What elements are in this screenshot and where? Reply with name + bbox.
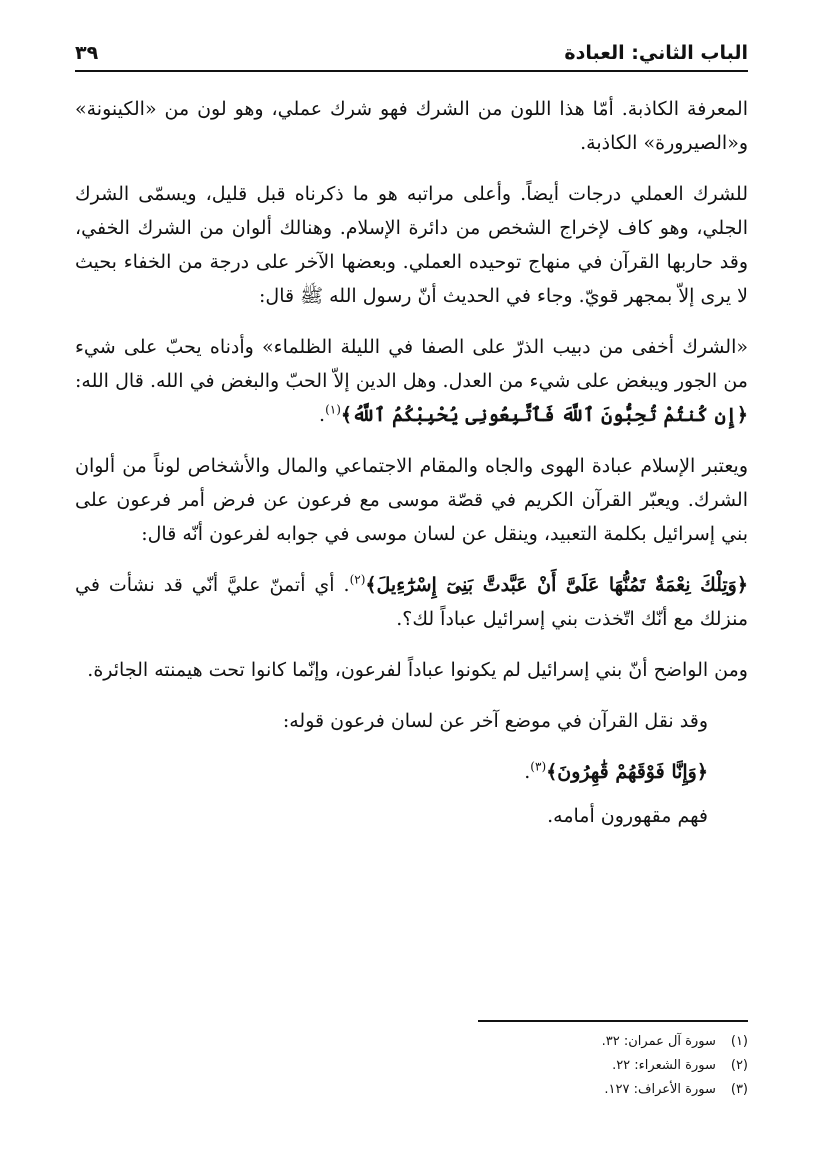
footnote-3-number: (٣) <box>730 1082 748 1097</box>
indented-closing: فهم مقهورون أمامه. <box>547 805 708 827</box>
footnotes <box>408 1030 748 1102</box>
footnote-2-text: سورة الشعراء: ٢٢. <box>612 1058 716 1073</box>
paragraph-3-text: «الشرك أخفى من دبيب الذرّ على الصفا في الليلة الظلماء» وأدناه يحبّ على شيء من الجور ويبغض على شيء من العدل. وهل الدين إلاّ الحبّ والبغض في الله. قال الله: <box>75 336 748 392</box>
footnote-ref-3: (٣) <box>530 759 547 774</box>
quran-verse-2: ﴿وَتِلْكَ نِعْمَةٌ تَمُنُّهَا عَلَىَّ أَنْ عَبَّدتَّ بَنِىٓ إِسْرَٰٓءِيلَ﴾ <box>365 574 748 596</box>
page-body <box>75 92 748 850</box>
paragraph-3-end: . <box>319 404 326 426</box>
quran-verse-1: ﴿إِن كُنتُمْ تُحِبُّونَ ٱللَّهَ فَٱتَّبِعُونِى يُحْبِبْكُمُ ٱللَّهُ﴾ <box>340 404 748 426</box>
footnote-1-text: سورة آل عمران: ٣٢. <box>601 1034 716 1049</box>
page-number: ٣٩ <box>75 42 99 64</box>
footnote-3-text: سورة الأعراف: ١٢٧. <box>604 1082 716 1097</box>
footnote-1 <box>408 1030 748 1054</box>
paragraph-5 <box>75 568 748 636</box>
indented-intro: وقد نقل القرآن في موضع آخر عن لسان فرعون قوله: <box>282 710 708 732</box>
footnote-2-number: (٢) <box>730 1058 748 1073</box>
header-rule <box>75 70 748 72</box>
quran-verse-3: ﴿وَإِنَّا فَوْقَهُمْ قَٰهِرُونَ﴾ <box>546 761 708 783</box>
footnote-ref-2: (٢) <box>349 572 366 587</box>
book-page <box>75 30 748 1130</box>
paragraph-2: للشرك العملي درجات أيضاً. وأعلى مراتبه هو ما ذكرناه قبل قليل، ويسمّى الشرك الجلي، وهو كاف لإخراج الشخص من دائرة الإسلام. وهنالك ألوان من الشرك الخفي، وقد حاربها القرآن في منهاج توحيده العملي. وبعضها الآخر على درجة من الخفاء بحيث لا يرى إلاّ بمجهر قويّ. وجاء في الحديث أنّ رسول الله ﷺ قال: <box>75 183 748 307</box>
paragraph-1: المعرفة الكاذبة. أمّا هذا اللون من الشرك فهو شرك عملي، وهو لون من «الكينونة» و«الصيرورة» الكاذبة. <box>75 98 748 154</box>
paragraph-4: ويعتبر الإسلام عبادة الهوى والجاه والمقام الاجتماعي والمال والأشخاص لوناً من ألوان الشرك. ويعبّر القرآن الكريم في قصّة موسى مع فرعون عن فرض أمر فرعون على بني إسرائيل بكلمة التعبيد، وينقل عن لسان موسى في جوابه لفرعون أنّه قال: <box>75 455 748 545</box>
chapter-title: الباب الثاني: العبادة <box>564 42 748 64</box>
footnote-rule <box>478 1020 748 1022</box>
paragraph-3 <box>75 330 748 432</box>
footnote-ref-1: (١) <box>325 402 341 417</box>
page-header <box>75 30 748 64</box>
paragraph-6: ومن الواضح أنّ بني إسرائيل لم يكونوا عباداً لفرعون، وإنّما كانوا تحت هيمنته الجائرة. <box>87 659 748 681</box>
paragraph-5-text: . أي أتمنّ عليَّ أنّي قد نشأت في منزلك مع أنّك اتّخذت بني إسرائيل عباداً لك؟. <box>75 574 748 630</box>
footnote-1-number: (١) <box>730 1034 748 1049</box>
footnote-2 <box>408 1054 748 1078</box>
indented-verse-end: . <box>524 761 531 783</box>
footnote-3 <box>408 1078 748 1102</box>
indented-verse <box>75 755 748 789</box>
